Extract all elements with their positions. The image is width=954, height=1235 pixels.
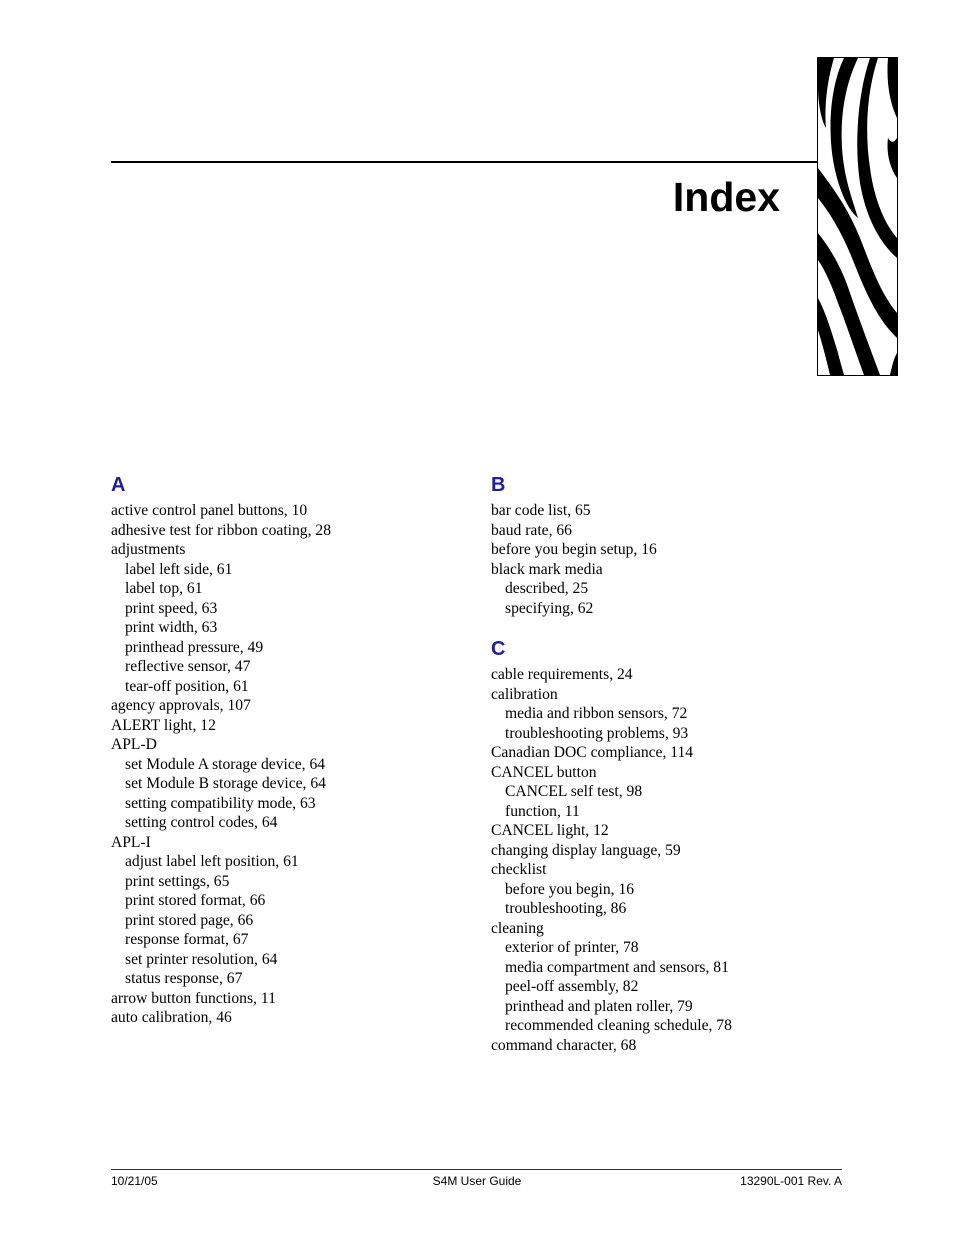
index-entry: cable requirements, 24	[491, 666, 633, 683]
entry-list	[491, 665, 851, 1055]
index-section-a	[111, 474, 471, 1028]
index-subentry: setting control codes, 64	[125, 814, 278, 831]
index-entry: baud rate, 66	[491, 521, 572, 539]
index-entry: agency approvals, 107	[111, 697, 251, 714]
index-subentry: label left side, 61	[125, 560, 233, 578]
index-subentry: print speed, 63	[125, 599, 218, 617]
zebra-logo-icon	[817, 57, 898, 376]
index-entry: adhesive test for ribbon coating, 28	[111, 521, 331, 539]
section-letter: B	[491, 474, 506, 496]
index-subentry: exterior of printer, 78	[505, 939, 639, 956]
index-subentry: print settings, 65	[125, 872, 230, 890]
index-subentry: print stored page, 66	[125, 911, 254, 929]
index-entry: CANCEL light, 12	[491, 822, 609, 839]
footer-rule	[111, 1169, 842, 1170]
index-subentry: status response, 67	[125, 970, 243, 987]
index-subentry: response format, 67	[125, 931, 249, 948]
index-subentry: set Module B storage device, 64	[125, 775, 326, 792]
index-entry: Canadian DOC compliance, 114	[491, 744, 694, 761]
index-entry: arrow button functions, 11	[111, 989, 276, 1007]
section-letter: A	[111, 474, 126, 496]
index-entry: adjustments	[111, 541, 186, 558]
index-entry: cleaning	[491, 919, 544, 937]
footer-doc-number: 13290L-001 Rev. A	[740, 1174, 842, 1188]
title-rule	[111, 161, 817, 163]
entry-list	[111, 501, 471, 1028]
index-subentry: set printer resolution, 64	[125, 950, 278, 968]
index-subentry: peel-off assembly, 82	[505, 978, 639, 995]
index-entry: auto calibration, 46	[111, 1009, 232, 1026]
index-subentry: print stored format, 66	[125, 892, 266, 909]
index-entry: before you begin setup, 16	[491, 541, 657, 558]
index-subentry: set Module A storage device, 64	[125, 755, 326, 773]
index-subentry: reflective sensor, 47	[125, 658, 251, 675]
index-subentry: function, 11	[505, 802, 580, 820]
index-subentry: CANCEL self test, 98	[505, 783, 643, 800]
index-subentry: print width, 63	[125, 619, 218, 636]
index-section-c	[491, 638, 851, 1055]
index-subentry: tear-off position, 61	[125, 677, 249, 695]
index-entry: black mark media	[491, 560, 603, 578]
index-entry: changing display language, 59	[491, 841, 681, 859]
index-entry: ALERT light, 12	[111, 716, 216, 734]
index-subentry: troubleshooting problems, 93	[505, 724, 689, 742]
index-entry: bar code list, 65	[491, 502, 591, 519]
index-entry: CANCEL button	[491, 763, 597, 781]
section-gap	[491, 618, 851, 638]
entry-list	[491, 501, 851, 618]
footer-date: 10/21/05	[111, 1174, 158, 1188]
index-subentry: recommended cleaning schedule, 78	[505, 1017, 732, 1034]
index-entry: command character, 68	[491, 1036, 637, 1054]
index-entry: active control panel buttons, 10	[111, 502, 308, 519]
index-subentry: described, 25	[505, 580, 589, 597]
index-subentry: specifying, 62	[505, 599, 594, 617]
index-subentry: setting compatibility mode, 63	[125, 794, 316, 812]
index-entry: APL-D	[111, 736, 157, 753]
index-entry: calibration	[491, 685, 558, 703]
index-entry: checklist	[491, 861, 547, 878]
index-subentry: label top, 61	[125, 580, 203, 597]
index-entry: APL-I	[111, 833, 151, 851]
index-subentry: before you begin, 16	[505, 880, 635, 898]
index-section-b	[491, 474, 851, 618]
index-subentry: media and ribbon sensors, 72	[505, 705, 688, 722]
index-subentry: adjust label left position, 61	[125, 853, 299, 870]
index-column-left	[111, 474, 471, 1028]
index-subentry: troubleshooting, 86	[505, 900, 627, 917]
section-letter: C	[491, 638, 506, 660]
footer-title: S4M User Guide	[432, 1174, 522, 1188]
page-title: Index	[672, 174, 780, 220]
index-column-right	[491, 474, 851, 1055]
index-subentry: media compartment and sensors, 81	[505, 958, 729, 976]
index-subentry: printhead and platen roller, 79	[505, 997, 693, 1015]
index-subentry: printhead pressure, 49	[125, 638, 264, 656]
